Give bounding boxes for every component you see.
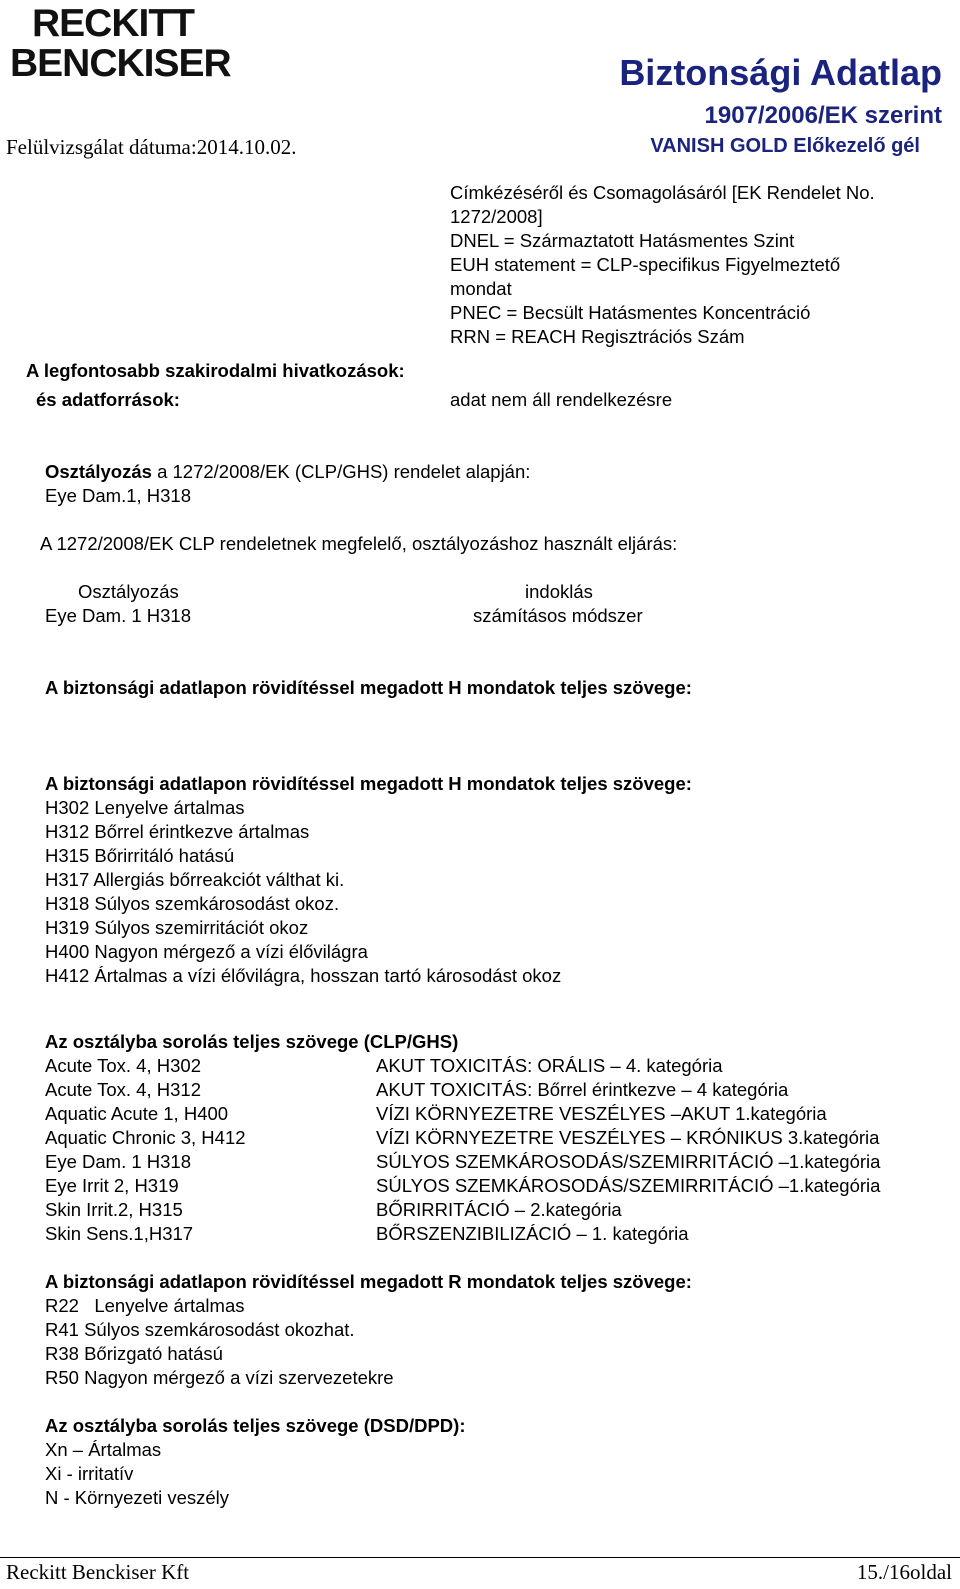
clp-text: SÚLYOS SZEMKÁROSODÁS/SZEMIRRITÁCIÓ –1.kategória bbox=[376, 1151, 881, 1172]
footer-company: Reckitt Benckiser Kft bbox=[6, 1560, 190, 1584]
abbreviation-line: PNEC = Becsült Hatásmentes Koncentráció bbox=[450, 302, 811, 323]
references-label-line1: A legfontosabb szakirodalmi hivatkozások: bbox=[26, 360, 405, 381]
clp-text: BŐRSZENZIBILIZÁCIÓ – 1. kategória bbox=[376, 1223, 689, 1244]
r-statement-item: R22 Lenyelve ártalmas bbox=[45, 1295, 245, 1316]
clp-text: AKUT TOXICITÁS: ORÁLIS – 4. kategória bbox=[376, 1055, 723, 1076]
dsd-item: N - Környezeti veszély bbox=[45, 1487, 230, 1508]
clp-code: Skin Irrit.2, H315 bbox=[45, 1199, 183, 1220]
classification-col1-value: Eye Dam. 1 H318 bbox=[45, 605, 192, 626]
footer-divider bbox=[0, 1557, 960, 1558]
abbreviation-line: mondat bbox=[450, 278, 512, 299]
r-statement-item: R50 Nagyon mérgező a vízi szervezetekre bbox=[45, 1367, 394, 1388]
references-label-line2: és adatforrások: bbox=[36, 389, 180, 410]
classification-col2-value: számításos módszer bbox=[473, 605, 643, 626]
clp-code: Aquatic Chronic 3, H412 bbox=[45, 1127, 246, 1148]
clp-code: Acute Tox. 4, H312 bbox=[45, 1079, 201, 1100]
h-statement-item: H312 Bőrrel érintkezve ártalmas bbox=[45, 821, 310, 842]
clp-text: SÚLYOS SZEMKÁROSODÁS/SZEMIRRITÁCIÓ –1.kategória bbox=[376, 1175, 881, 1196]
classification-col1-header: Osztályozás bbox=[78, 581, 179, 602]
classification-heading-rest: a 1272/2008/EK (CLP/GHS) rendelet alapján: bbox=[151, 461, 531, 482]
revision-date: Felülvizsgálat dátuma:2014.10.02. bbox=[6, 135, 297, 159]
clp-heading: Az osztályba sorolás teljes szövege (CLP/GHS) bbox=[45, 1031, 459, 1052]
clp-text-column bbox=[376, 1054, 880, 1246]
logo-line1: RECKITT bbox=[32, 2, 194, 45]
h-statement-item: H315 Bőrirritáló hatású bbox=[45, 845, 235, 866]
document-title: Biztonsági Adatlap bbox=[619, 52, 942, 93]
clp-codes-column bbox=[45, 1054, 246, 1246]
clp-text: VÍZI KÖRNYEZETRE VESZÉLYES – KRÓNIKUS 3.kategória bbox=[376, 1127, 880, 1148]
product-name: VANISH GOLD Előkezelő gél bbox=[650, 135, 920, 157]
h-statement-item: H412 Ártalmas a vízi élővilágra, hosszan tartó károsodást okoz bbox=[45, 965, 562, 986]
logo-line2: BENCKISER bbox=[10, 42, 231, 85]
classification-col2-header: indoklás bbox=[525, 581, 593, 602]
clp-text: AKUT TOXICITÁS: Bőrrel érintkezve – 4 kategória bbox=[376, 1079, 789, 1100]
clp-code: Eye Irrit 2, H319 bbox=[45, 1175, 179, 1196]
h-statement-item: H302 Lenyelve ártalmas bbox=[45, 797, 245, 818]
clp-text: BŐRIRRITÁCIÓ – 2.kategória bbox=[376, 1199, 622, 1220]
clp-code: Acute Tox. 4, H302 bbox=[45, 1055, 201, 1076]
r-statements-section bbox=[45, 1270, 692, 1390]
h-statement-item: H400 Nagyon mérgező a vízi élővilágra bbox=[45, 941, 368, 962]
h-statement-item: H319 Súlyos szemirritációt okoz bbox=[45, 917, 309, 938]
h-statement-item: H318 Súlyos szemkárosodást okoz. bbox=[45, 893, 340, 914]
r-statement-item: R41 Súlyos szemkárosodást okozhat. bbox=[45, 1319, 355, 1340]
classification-value: Eye Dam.1, H318 bbox=[45, 485, 192, 506]
dsd-item: Xn – Ártalmas bbox=[45, 1439, 162, 1460]
clp-text: VÍZI KÖRNYEZETRE VESZÉLYES –AKUT 1.kategória bbox=[376, 1103, 827, 1124]
h-statements-heading-empty: A biztonsági adatlapon rövidítéssel megadott H mondatok teljes szövege: bbox=[45, 677, 692, 698]
classification-heading-bold: Osztályozás bbox=[45, 461, 152, 482]
clp-code: Eye Dam. 1 H318 bbox=[45, 1151, 192, 1172]
classification-procedure: A 1272/2008/EK CLP rendeletnek megfelelő, osztályozáshoz használt eljárás: bbox=[40, 533, 678, 554]
abbreviation-line: Címkézéséről és Csomagolásáról [EK Rendelet No. bbox=[450, 182, 875, 203]
clp-code: Skin Sens.1,H317 bbox=[45, 1223, 194, 1244]
abbreviation-line: 1272/2008] bbox=[450, 206, 543, 227]
regulation-label: 1907/2006/EK szerint bbox=[704, 102, 942, 129]
h-statements-heading: A biztonsági adatlapon rövidítéssel megadott H mondatok teljes szövege: bbox=[45, 773, 692, 794]
r-statements-heading: A biztonsági adatlapon rövidítéssel megadott R mondatok teljes szövege: bbox=[45, 1271, 692, 1292]
company-logo bbox=[10, 4, 245, 94]
h-statements-section bbox=[45, 772, 692, 988]
clp-code: Aquatic Acute 1, H400 bbox=[45, 1103, 229, 1124]
abbreviations-list bbox=[450, 181, 875, 349]
references-value: adat nem áll rendelkezésre bbox=[450, 389, 673, 410]
classification-heading bbox=[45, 460, 530, 484]
dsd-section bbox=[45, 1414, 465, 1510]
dsd-item: Xi - irritatív bbox=[45, 1463, 134, 1484]
abbreviation-line: DNEL = Származtatott Hatásmentes Szint bbox=[450, 230, 795, 251]
r-statement-item: R38 Bőrizgató hatású bbox=[45, 1343, 223, 1364]
footer-page-number: 15./16oldal bbox=[856, 1560, 952, 1584]
dsd-heading: Az osztályba sorolás teljes szövege (DSD/DPD): bbox=[45, 1415, 466, 1436]
abbreviation-line: RRN = REACH Regisztrációs Szám bbox=[450, 326, 745, 347]
abbreviation-line: EUH statement = CLP-specifikus Figyelmeztető bbox=[450, 254, 841, 275]
h-statement-item: H317 Allergiás bőrreakciót válthat ki. bbox=[45, 869, 345, 890]
